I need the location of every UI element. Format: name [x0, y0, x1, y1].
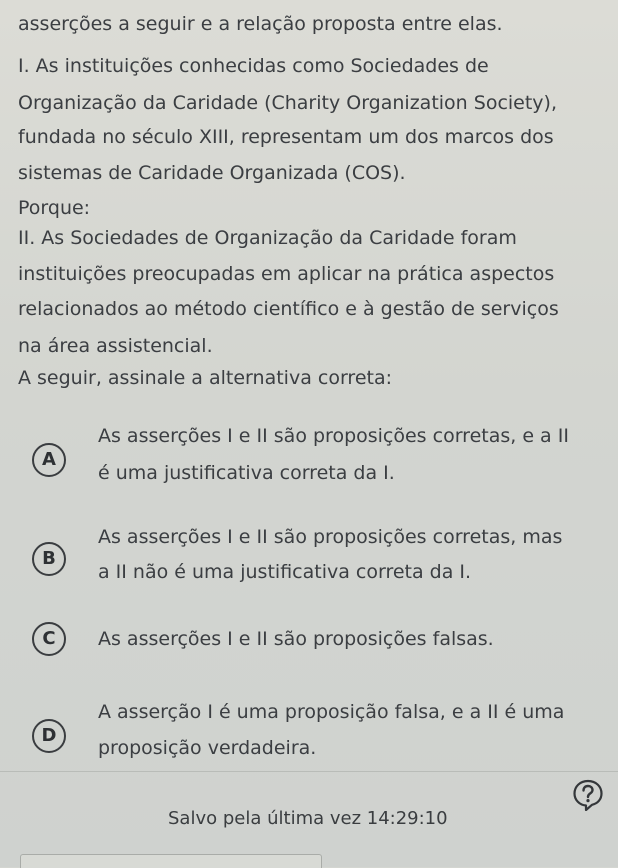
question-text-line: sistemas de Caridade Organizada (COS). [18, 162, 406, 184]
question-text-line: relacionados ao método científico e à gestão de serviços [18, 298, 559, 320]
option-c[interactable] [32, 622, 602, 662]
option-d-letter-badge[interactable]: D [32, 719, 66, 753]
option-c-letter-badge[interactable]: C [32, 622, 66, 656]
option-b-text-line: As asserções I e II são proposições corretas, mas [98, 526, 563, 548]
question-mark-bubble-icon[interactable] [572, 779, 604, 811]
question-text-line: Porque: [18, 197, 91, 219]
option-a-text-line: As asserções I e II são proposições corretas, e a II [98, 425, 569, 447]
option-a-text-line: é uma justificativa correta da I. [98, 462, 395, 484]
option-d-text-line: A asserção I é uma proposição falsa, e a II é uma [98, 701, 565, 723]
footer-divider [0, 771, 618, 772]
bottom-panel-edge [20, 854, 322, 868]
option-b[interactable] [32, 525, 602, 595]
question-text-line: instituições preocupadas em aplicar na prática aspectos [18, 263, 555, 285]
question-text-line: II. As Sociedades de Organização da Caridade foram [18, 227, 517, 249]
question-text-line: fundada no século XIII, representam um dos marcos dos [18, 126, 554, 148]
option-b-text-line: a II não é uma justificativa correta da I. [98, 561, 472, 583]
question-text-line: Organização da Caridade (Charity Organization Society), [18, 92, 558, 114]
question-text-line: na área assistencial. [18, 335, 213, 357]
question-text-line: I. As instituições conhecidas como Sociedades de [18, 55, 489, 77]
option-b-letter-badge[interactable]: B [32, 542, 66, 576]
option-a-letter-badge[interactable]: A [32, 443, 66, 477]
question-text-line: A seguir, assinale a alternativa correta: [18, 367, 392, 389]
last-saved-status: Salvo pela última vez 14:29:10 [168, 808, 448, 829]
option-a[interactable] [32, 424, 602, 494]
question-text-line: asserções a seguir e a relação proposta entre elas. [18, 13, 503, 35]
option-d[interactable] [32, 700, 602, 770]
option-c-text-line: As asserções I e II são proposições falsas. [98, 628, 494, 650]
option-d-text-line: proposição verdadeira. [98, 737, 317, 759]
